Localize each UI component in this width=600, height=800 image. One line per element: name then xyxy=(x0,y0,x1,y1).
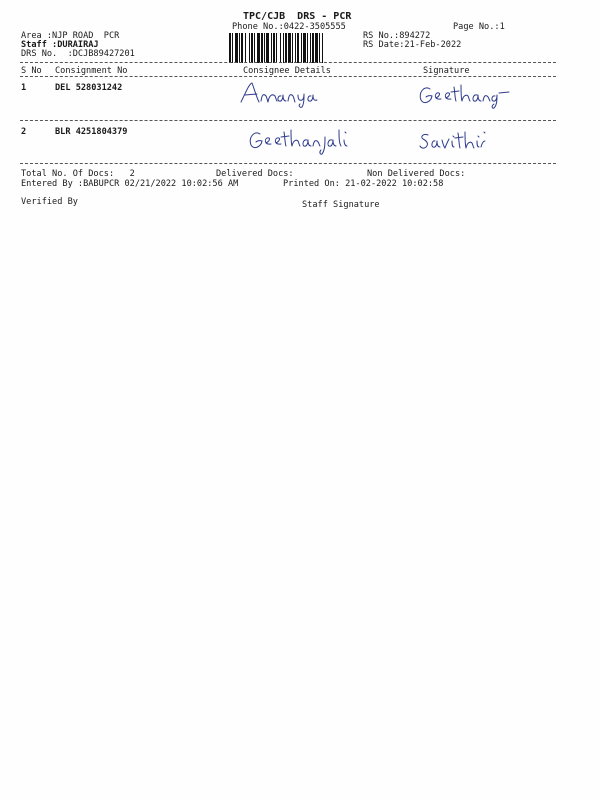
footer-cropped xyxy=(0,196,600,210)
phone-number: Phone No.:0422-3505555 xyxy=(232,22,346,32)
row-consignment-no: DEL 528031242 xyxy=(55,83,123,93)
non-delivered-docs: Non Delivered Docs: xyxy=(367,169,466,179)
divider xyxy=(20,120,556,121)
barcode xyxy=(229,33,353,63)
delivered-docs: Delivered Docs: xyxy=(216,169,294,179)
total-docs: Total No. Of Docs: 2 xyxy=(21,169,135,179)
column-consignee-details: Consignee Details xyxy=(243,66,331,76)
staff-field: Staff :DURAIRAJ xyxy=(21,40,99,50)
staff-signature-label: Staff Signature xyxy=(302,200,380,210)
document-title: TPC/CJB DRS - PCR xyxy=(243,11,352,22)
consignee-signature-text xyxy=(239,84,270,94)
rs-number: RS No.:894272 xyxy=(363,31,431,41)
page-number: Page No.:1 xyxy=(453,22,505,32)
column-consignment-no: Consignment No xyxy=(55,66,128,76)
recipient-signature-text xyxy=(422,136,469,146)
area-field: Area :NJP ROAD PCR xyxy=(21,31,120,41)
column-signature: Signature xyxy=(423,66,470,76)
row-sno: 2 xyxy=(21,127,27,137)
recipient-signature-text xyxy=(420,88,477,98)
row-consignment-no: BLR 4251804379 xyxy=(55,127,128,137)
column-sno: S No xyxy=(21,66,42,76)
row-sno: 1 xyxy=(21,83,27,93)
rs-date: RS Date:21-Feb-2022 xyxy=(363,40,462,50)
drs-number: DRS No. :DCJB89427201 xyxy=(21,49,135,59)
verified-by-label: Verified By xyxy=(21,197,78,207)
barcode-bar xyxy=(323,33,325,63)
divider xyxy=(20,76,556,77)
entered-by: Entered By :BABUPCR 02/21/2022 10:02:56 AM xyxy=(21,179,239,189)
consignee-signature-text xyxy=(250,135,307,145)
divider xyxy=(20,163,556,164)
divider xyxy=(20,62,556,63)
printed-on: Printed On: 21-02-2022 10:02:58 xyxy=(283,179,444,189)
